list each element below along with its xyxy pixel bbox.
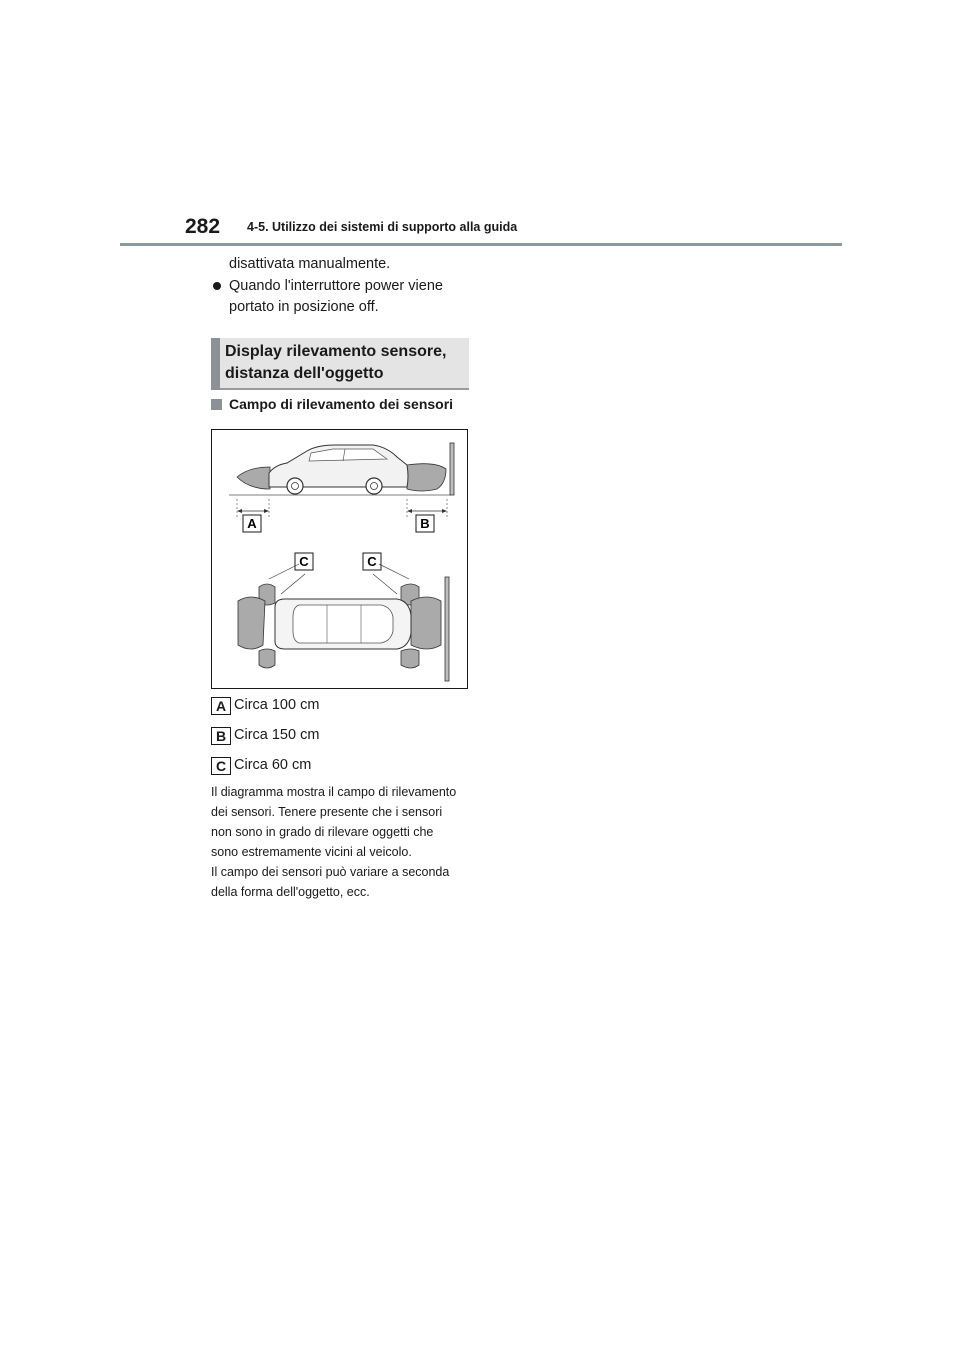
legend-key-c: C [211,757,231,775]
section-heading-box [211,338,469,390]
bullet-line-1: Quando l'interruttore power viene [229,278,443,294]
bullet-icon [213,282,221,290]
section-heading-line-2: distanza dell'oggetto [225,365,384,382]
legend-text-b: Circa 150 cm [234,727,320,743]
heading-accent-bar [211,338,220,390]
note-1-line-4: sono estremamente vicini al veicolo. [211,845,412,859]
note-1-line-2: dei sensori. Tenere presente che i sensori [211,805,443,819]
front-center-zone [411,597,441,649]
note-2-line-2: della forma dell'oggetto, ecc. [211,885,370,899]
square-bullet-icon [211,399,222,410]
section-header: 4-5. Utilizzo dei sistemi di supporto alla guida [247,220,518,234]
sensor-range-diagram [211,429,468,689]
rear-center-zone [238,597,265,649]
note-1-line-1: Il diagramma mostra il campo di rilevamento [211,785,457,799]
subsection-title: Campo di rilevamento dei sensori [229,396,454,412]
legend-key-b: B [211,727,231,745]
wall-top [445,577,449,681]
page-number: 282 [185,215,221,238]
note-paragraph-2 [211,862,471,902]
label-b: B [420,516,430,531]
legend-text-a: Circa 100 cm [234,697,320,713]
front-sensor-zone [407,464,446,491]
label-c-left: C [299,554,309,569]
note-2-line-1: Il campo dei sensori può variare a seconda [211,865,450,879]
note-paragraph-1 [211,782,471,862]
note-1-line-3: non sono in grado di rilevare oggetti che [211,825,434,839]
section-heading [225,341,446,385]
label-c-right: C [367,554,377,569]
legend-text-c: Circa 60 cm [234,757,312,773]
header-rule [120,243,842,246]
bullet-line-2: portato in posizione off. [229,299,379,315]
legend-key-a: A [211,697,231,715]
section-heading-line-1: Display rilevamento sensore, [225,343,447,360]
intro-continuation: disattivata manualmente. [229,256,391,272]
wall-side [450,443,454,495]
label-a: A [247,516,257,531]
